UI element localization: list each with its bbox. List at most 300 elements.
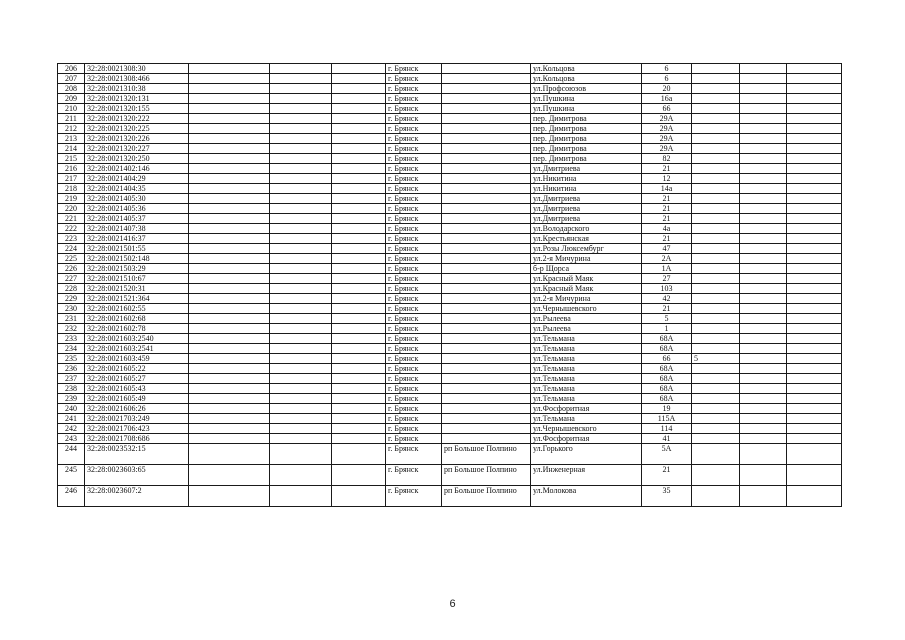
extra-cell	[692, 234, 740, 244]
empty-cell	[270, 134, 332, 144]
house-number-cell: 1А	[642, 264, 692, 274]
house-number-cell: 14а	[642, 184, 692, 194]
settlement-cell	[442, 264, 531, 274]
extra-cell	[692, 424, 740, 434]
empty-cell	[189, 486, 270, 507]
row-number-cell: 224	[58, 244, 85, 254]
street-cell: ул.2-я Мичурина	[531, 294, 642, 304]
empty-cell	[787, 94, 842, 104]
cadastral-number-cell: 32:28:0021708:686	[85, 434, 189, 444]
street-cell: пер. Димитрова	[531, 144, 642, 154]
cadastral-number-cell: 32:28:0021501:55	[85, 244, 189, 254]
empty-cell	[270, 424, 332, 434]
row-number-cell: 210	[58, 104, 85, 114]
empty-cell	[740, 394, 787, 404]
empty-cell	[270, 74, 332, 84]
house-number-cell: 66	[642, 104, 692, 114]
empty-cell	[270, 84, 332, 94]
row-number-cell: 222	[58, 224, 85, 234]
settlement-cell	[442, 434, 531, 444]
house-number-cell: 42	[642, 294, 692, 304]
empty-cell	[270, 374, 332, 384]
table-row	[58, 444, 842, 465]
empty-cell	[740, 164, 787, 174]
empty-cell	[189, 444, 270, 465]
settlement-cell	[442, 234, 531, 244]
row-number-cell: 207	[58, 74, 85, 84]
house-number-cell: 21	[642, 164, 692, 174]
table-row	[58, 384, 842, 394]
city-cell: г. Брянск	[386, 194, 442, 204]
empty-cell	[332, 174, 386, 184]
house-number-cell: 27	[642, 274, 692, 284]
extra-cell	[692, 244, 740, 254]
extra-cell	[692, 224, 740, 234]
empty-cell	[189, 174, 270, 184]
empty-cell	[270, 334, 332, 344]
empty-cell	[270, 384, 332, 394]
empty-cell	[270, 94, 332, 104]
empty-cell	[787, 404, 842, 414]
empty-cell	[270, 254, 332, 264]
cadastral-number-cell: 32:28:0021602:68	[85, 314, 189, 324]
empty-cell	[740, 414, 787, 424]
street-cell: ул.Дмитриева	[531, 164, 642, 174]
street-cell: ул.Тельмана	[531, 354, 642, 364]
street-cell: ул.Молокова	[531, 486, 642, 507]
empty-cell	[189, 414, 270, 424]
empty-cell	[332, 104, 386, 114]
street-cell: ул.Красный Маяк	[531, 284, 642, 294]
empty-cell	[189, 374, 270, 384]
table-row	[58, 284, 842, 294]
city-cell: г. Брянск	[386, 184, 442, 194]
street-cell: ул.Тельмана	[531, 344, 642, 354]
house-number-cell: 2А	[642, 254, 692, 264]
empty-cell	[787, 414, 842, 424]
cadastral-number-cell: 32:28:0021308:466	[85, 74, 189, 84]
empty-cell	[740, 184, 787, 194]
city-cell: г. Брянск	[386, 244, 442, 254]
empty-cell	[189, 114, 270, 124]
empty-cell	[270, 274, 332, 284]
street-cell: ул.Никитина	[531, 184, 642, 194]
empty-cell	[740, 344, 787, 354]
cadastral-number-cell: 32:28:0021320:226	[85, 134, 189, 144]
settlement-cell	[442, 394, 531, 404]
empty-cell	[189, 254, 270, 264]
row-number-cell: 230	[58, 304, 85, 314]
empty-cell	[787, 324, 842, 334]
empty-cell	[270, 184, 332, 194]
empty-cell	[189, 304, 270, 314]
cadastral-number-cell: 32:28:0021310:38	[85, 84, 189, 94]
empty-cell	[270, 404, 332, 414]
street-cell: ул.Тельмана	[531, 334, 642, 344]
empty-cell	[740, 444, 787, 465]
table-row	[58, 214, 842, 224]
table-row	[58, 104, 842, 114]
city-cell: г. Брянск	[386, 344, 442, 354]
extra-cell	[692, 254, 740, 264]
city-cell: г. Брянск	[386, 444, 442, 465]
empty-cell	[189, 274, 270, 284]
row-number-cell: 229	[58, 294, 85, 304]
street-cell: ул.Тельмана	[531, 374, 642, 384]
cadastral-number-cell: 32:28:0021605:49	[85, 394, 189, 404]
extra-cell	[692, 84, 740, 94]
settlement-cell	[442, 174, 531, 184]
empty-cell	[740, 364, 787, 374]
city-cell: г. Брянск	[386, 424, 442, 434]
empty-cell	[332, 344, 386, 354]
row-number-cell: 232	[58, 324, 85, 334]
empty-cell	[270, 354, 332, 364]
row-number-cell: 226	[58, 264, 85, 274]
cadastral-number-cell: 32:28:0021405:36	[85, 204, 189, 214]
house-number-cell: 41	[642, 434, 692, 444]
table-row	[58, 404, 842, 414]
empty-cell	[270, 304, 332, 314]
empty-cell	[189, 324, 270, 334]
empty-cell	[189, 314, 270, 324]
empty-cell	[189, 354, 270, 364]
settlement-cell	[442, 324, 531, 334]
empty-cell	[189, 144, 270, 154]
settlement-cell	[442, 244, 531, 254]
empty-cell	[270, 104, 332, 114]
empty-cell	[740, 204, 787, 214]
cadastral-number-cell: 32:28:0021605:27	[85, 374, 189, 384]
city-cell: г. Брянск	[386, 94, 442, 104]
cadastral-number-cell: 32:28:0021603:2541	[85, 344, 189, 354]
empty-cell	[332, 444, 386, 465]
settlement-cell: рп Большое Полпино	[442, 465, 531, 486]
row-number-cell: 223	[58, 234, 85, 244]
city-cell: г. Брянск	[386, 234, 442, 244]
city-cell: г. Брянск	[386, 465, 442, 486]
empty-cell	[270, 64, 332, 74]
street-cell: ул.Никитина	[531, 174, 642, 184]
extra-cell	[692, 364, 740, 374]
empty-cell	[740, 94, 787, 104]
settlement-cell: рп Большое Полпино	[442, 486, 531, 507]
street-cell: пер. Димитрова	[531, 124, 642, 134]
settlement-cell	[442, 134, 531, 144]
house-number-cell: 21	[642, 465, 692, 486]
city-cell: г. Брянск	[386, 64, 442, 74]
street-cell: пер. Димитрова	[531, 114, 642, 124]
empty-cell	[740, 334, 787, 344]
row-number-cell: 211	[58, 114, 85, 124]
city-cell: г. Брянск	[386, 164, 442, 174]
row-number-cell: 221	[58, 214, 85, 224]
empty-cell	[270, 164, 332, 174]
extra-cell	[692, 394, 740, 404]
row-number-cell: 218	[58, 184, 85, 194]
settlement-cell	[442, 74, 531, 84]
row-number-cell: 234	[58, 344, 85, 354]
empty-cell	[740, 244, 787, 254]
empty-cell	[787, 254, 842, 264]
empty-cell	[270, 364, 332, 374]
empty-cell	[189, 134, 270, 144]
cadastral-number-cell: 32:28:0021602:55	[85, 304, 189, 314]
extra-cell: 5	[692, 354, 740, 364]
city-cell: г. Брянск	[386, 124, 442, 134]
empty-cell	[787, 264, 842, 274]
street-cell: ул.Дмитриева	[531, 194, 642, 204]
house-number-cell: 103	[642, 284, 692, 294]
empty-cell	[332, 354, 386, 364]
empty-cell	[740, 314, 787, 324]
city-cell: г. Брянск	[386, 434, 442, 444]
empty-cell	[740, 384, 787, 394]
table-row	[58, 144, 842, 154]
empty-cell	[787, 224, 842, 234]
house-number-cell: 21	[642, 194, 692, 204]
row-number-cell: 215	[58, 154, 85, 164]
empty-cell	[189, 64, 270, 74]
house-number-cell: 115А	[642, 414, 692, 424]
cadastral-number-cell: 32:28:0021602:78	[85, 324, 189, 334]
cadastral-number-cell: 32:28:0021402:146	[85, 164, 189, 174]
empty-cell	[787, 244, 842, 254]
street-cell: ул.Рылеева	[531, 314, 642, 324]
house-number-cell: 114	[642, 424, 692, 434]
empty-cell	[740, 374, 787, 384]
city-cell: г. Брянск	[386, 284, 442, 294]
row-number-cell: 231	[58, 314, 85, 324]
row-number-cell: 225	[58, 254, 85, 264]
extra-cell	[692, 204, 740, 214]
city-cell: г. Брянск	[386, 394, 442, 404]
empty-cell	[332, 124, 386, 134]
table-row	[58, 304, 842, 314]
cadastral-number-cell: 32:28:0021405:37	[85, 214, 189, 224]
street-cell: б-р Щорса	[531, 264, 642, 274]
street-cell: ул.Крестьянская	[531, 234, 642, 244]
empty-cell	[270, 434, 332, 444]
row-number-cell: 213	[58, 134, 85, 144]
table-row	[58, 94, 842, 104]
empty-cell	[189, 194, 270, 204]
settlement-cell	[442, 84, 531, 94]
empty-cell	[189, 284, 270, 294]
city-cell: г. Брянск	[386, 404, 442, 414]
house-number-cell: 12	[642, 174, 692, 184]
settlement-cell	[442, 164, 531, 174]
street-cell: ул.Чернышевского	[531, 304, 642, 314]
street-cell: ул.Красный Маяк	[531, 274, 642, 284]
settlement-cell	[442, 284, 531, 294]
street-cell: ул.Рылеева	[531, 324, 642, 334]
cadastral-number-cell: 32:28:0023603:65	[85, 465, 189, 486]
empty-cell	[787, 194, 842, 204]
extra-cell	[692, 64, 740, 74]
row-number-cell: 245	[58, 465, 85, 486]
city-cell: г. Брянск	[386, 304, 442, 314]
cadastral-number-cell: 32:28:0021404:35	[85, 184, 189, 194]
house-number-cell: 29А	[642, 124, 692, 134]
settlement-cell	[442, 124, 531, 134]
empty-cell	[787, 444, 842, 465]
city-cell: г. Брянск	[386, 74, 442, 84]
empty-cell	[189, 344, 270, 354]
empty-cell	[332, 134, 386, 144]
empty-cell	[787, 344, 842, 354]
empty-cell	[332, 254, 386, 264]
street-cell: ул.Фосфоритная	[531, 404, 642, 414]
empty-cell	[332, 234, 386, 244]
empty-cell	[189, 264, 270, 274]
empty-cell	[740, 144, 787, 154]
row-number-cell: 227	[58, 274, 85, 284]
cadastral-number-cell: 32:28:0021520:31	[85, 284, 189, 294]
extra-cell	[692, 384, 740, 394]
city-cell: г. Брянск	[386, 384, 442, 394]
cadastral-number-cell: 32:28:0021407:38	[85, 224, 189, 234]
row-number-cell: 220	[58, 204, 85, 214]
cadastral-number-cell: 32:28:0021404:29	[85, 174, 189, 184]
table-row	[58, 486, 842, 507]
city-cell: г. Брянск	[386, 114, 442, 124]
cadastral-number-cell: 32:28:0023607:2	[85, 486, 189, 507]
extra-cell	[692, 174, 740, 184]
row-number-cell: 228	[58, 284, 85, 294]
empty-cell	[787, 274, 842, 284]
table-row	[58, 124, 842, 134]
house-number-cell: 29А	[642, 134, 692, 144]
table-row	[58, 344, 842, 354]
settlement-cell	[442, 414, 531, 424]
empty-cell	[787, 124, 842, 134]
extra-cell	[692, 314, 740, 324]
empty-cell	[189, 244, 270, 254]
street-cell: ул.Тельмана	[531, 414, 642, 424]
empty-cell	[740, 324, 787, 334]
empty-cell	[332, 324, 386, 334]
row-number-cell: 241	[58, 414, 85, 424]
empty-cell	[787, 144, 842, 154]
table-row	[58, 234, 842, 244]
extra-cell	[692, 284, 740, 294]
table-row	[58, 244, 842, 254]
cadastral-number-cell: 32:28:0021320:222	[85, 114, 189, 124]
empty-cell	[189, 104, 270, 114]
table-row	[58, 334, 842, 344]
empty-cell	[740, 404, 787, 414]
empty-cell	[332, 394, 386, 404]
empty-cell	[270, 294, 332, 304]
settlement-cell	[442, 214, 531, 224]
street-cell: ул.Пушкина	[531, 94, 642, 104]
table-row	[58, 204, 842, 214]
empty-cell	[189, 84, 270, 94]
empty-cell	[189, 465, 270, 486]
row-number-cell: 243	[58, 434, 85, 444]
empty-cell	[332, 184, 386, 194]
city-cell: г. Брянск	[386, 174, 442, 184]
house-number-cell: 66	[642, 354, 692, 364]
empty-cell	[332, 94, 386, 104]
empty-cell	[332, 144, 386, 154]
house-number-cell: 68А	[642, 344, 692, 354]
table-row	[58, 74, 842, 84]
settlement-cell	[442, 294, 531, 304]
extra-cell	[692, 414, 740, 424]
empty-cell	[332, 304, 386, 314]
empty-cell	[740, 234, 787, 244]
row-number-cell: 206	[58, 64, 85, 74]
cadastral-number-cell: 32:28:0021605:22	[85, 364, 189, 374]
city-cell: г. Брянск	[386, 294, 442, 304]
city-cell: г. Брянск	[386, 224, 442, 234]
table-row	[58, 194, 842, 204]
empty-cell	[332, 314, 386, 324]
street-cell: ул.Розы Люксембург	[531, 244, 642, 254]
empty-cell	[189, 384, 270, 394]
empty-cell	[332, 154, 386, 164]
house-number-cell: 68А	[642, 394, 692, 404]
empty-cell	[270, 244, 332, 254]
cadastral-number-cell: 32:28:0021320:155	[85, 104, 189, 114]
empty-cell	[787, 184, 842, 194]
house-number-cell: 82	[642, 154, 692, 164]
city-cell: г. Брянск	[386, 364, 442, 374]
empty-cell	[740, 465, 787, 486]
empty-cell	[189, 424, 270, 434]
empty-cell	[740, 354, 787, 364]
empty-cell	[332, 486, 386, 507]
house-number-cell: 68А	[642, 384, 692, 394]
settlement-cell	[442, 344, 531, 354]
table-row	[58, 294, 842, 304]
empty-cell	[787, 134, 842, 144]
table-row	[58, 114, 842, 124]
city-cell: г. Брянск	[386, 104, 442, 114]
page-number: 6	[449, 598, 456, 610]
empty-cell	[189, 214, 270, 224]
table-row	[58, 64, 842, 74]
empty-cell	[787, 354, 842, 364]
empty-cell	[787, 214, 842, 224]
house-number-cell: 1	[642, 324, 692, 334]
extra-cell	[692, 154, 740, 164]
empty-cell	[332, 114, 386, 124]
settlement-cell	[442, 254, 531, 264]
empty-cell	[787, 284, 842, 294]
empty-cell	[332, 64, 386, 74]
row-number-cell: 216	[58, 164, 85, 174]
empty-cell	[740, 304, 787, 314]
empty-cell	[270, 486, 332, 507]
empty-cell	[189, 74, 270, 84]
empty-cell	[787, 234, 842, 244]
empty-cell	[189, 364, 270, 374]
empty-cell	[270, 154, 332, 164]
city-cell: г. Брянск	[386, 374, 442, 384]
empty-cell	[332, 414, 386, 424]
extra-cell	[692, 104, 740, 114]
empty-cell	[332, 244, 386, 254]
empty-cell	[740, 134, 787, 144]
street-cell: ул.2-я Мичурина	[531, 254, 642, 264]
empty-cell	[332, 294, 386, 304]
city-cell: г. Брянск	[386, 334, 442, 344]
empty-cell	[332, 264, 386, 274]
empty-cell	[270, 284, 332, 294]
